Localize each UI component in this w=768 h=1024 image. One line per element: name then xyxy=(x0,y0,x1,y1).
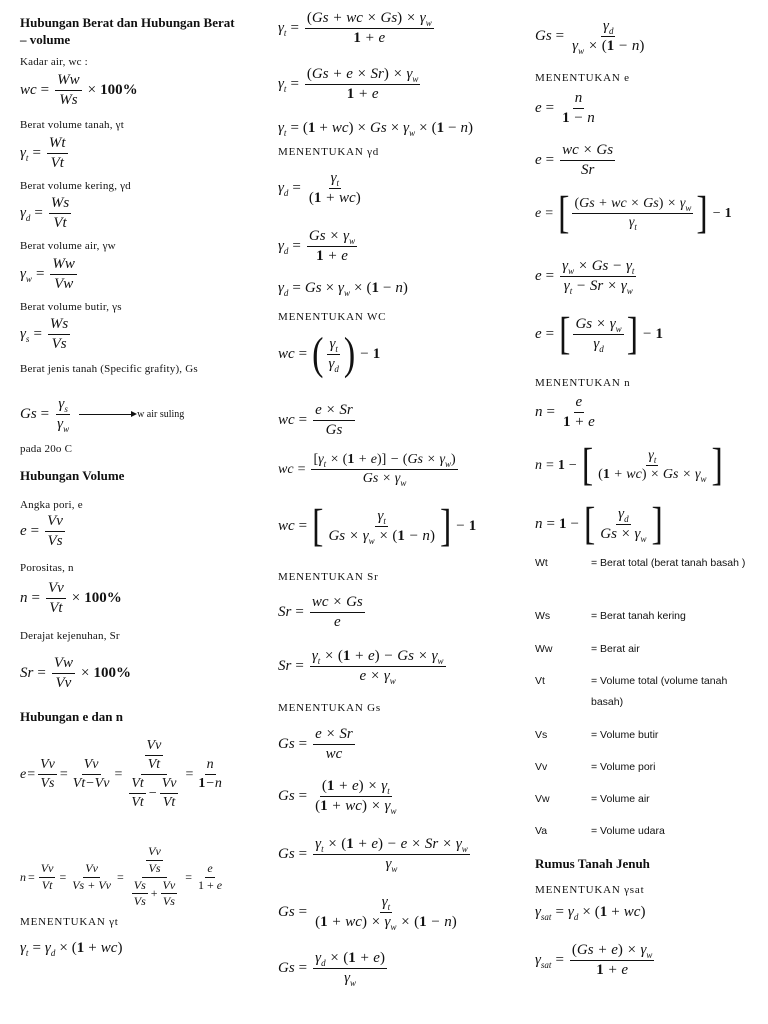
legend-value: = Berat air xyxy=(591,643,640,655)
formula-gs-5: Gs = $\frac{\gamma_d \times (1 + e)}{\gamma_w}$ xyxy=(278,950,385,989)
heading-hubungan-volume: Hubungan Volume xyxy=(20,468,125,483)
label-menentukan-n: MENENTUKAN n xyxy=(535,377,631,389)
symbol-legend xyxy=(535,553,765,843)
formula-gamma-s: $\gamma_s$ = $\frac{Ws}{Vs}$ xyxy=(20,316,69,353)
label-menentukan-gs: MENENTUKAN Gs xyxy=(278,702,381,714)
label-porositas: Porositas, n xyxy=(20,562,74,574)
formula-wc-4: wc = [ $\frac{\gamma_t}{Gs \times \gamma_w \times (1 - n)}$ ] − 1 xyxy=(278,501,477,552)
formula-gsat-2: $\gamma_{sat}$ = $\frac{(Gs + e) \times \gamma_w}{1 + e}$ xyxy=(535,942,653,979)
formula-n-3: n = 1 − [ $\frac{\gamma_d}{Gs \times \gamma_w}$ ] xyxy=(535,499,663,550)
legend-key: Vw xyxy=(535,793,550,805)
formula-gamma-d: $\gamma_d$ = $\frac{Ws}{Vt}$ xyxy=(20,195,70,232)
legend-value: = Volume total (volume tanah basah) xyxy=(591,675,728,708)
legend-value: = Volume pori xyxy=(591,761,656,773)
formula-gamma-w: $\gamma_w$ = $\frac{Ww}{Vw}$ xyxy=(20,256,75,293)
formula-gs-1: Gs = $\frac{e \times Sr}{wc}$ xyxy=(278,726,353,763)
formula-gs: Gs = $\frac{\gamma_s}{\gamma_w}$ w air suling xyxy=(20,396,185,435)
formula-wc-2: wc = $\frac{e \times Sr}{Gs}$ xyxy=(278,402,353,439)
formula-e: e = $\frac{Vv}{Vs}$ xyxy=(20,513,63,550)
legend-row xyxy=(535,553,765,597)
formula-gd-2: $\gamma_d$ = $\frac{Gs \times \gamma_w}{1 + e}$ xyxy=(278,228,356,265)
formula-n-1: n = $\frac{e}{1 + e}$ xyxy=(535,394,595,431)
formula-e-5: e = [ $\frac{Gs \times \gamma_w}{\gamma_d}$ ] − 1 xyxy=(535,309,663,360)
formula-gamma-t: $\gamma_t$ = $\frac{Wt}{Vt}$ xyxy=(20,135,66,172)
formula-gt-1: $\gamma_t$ = $\frac{(Gs + wc \times Gs) \times \gamma_w}{1 + e}$ xyxy=(278,10,432,47)
label-menentukan-wc: MENENTUKAN WC xyxy=(278,311,387,323)
formula-e-2: e = $\frac{wc \times Gs}{Sr}$ xyxy=(535,142,614,179)
arrow-icon xyxy=(79,414,135,415)
legend-key: Ws xyxy=(535,610,551,622)
label-menentukan-gamma-t: MENENTUKAN γt xyxy=(20,916,119,928)
formula-wc-1: wc = ( $\frac{\gamma_t}{\gamma_d}$ ) − 1 xyxy=(278,329,381,380)
label-kadar-air: Kadar air, wc : xyxy=(20,56,88,68)
heading-hubungan-e-n: Hubungan e dan n xyxy=(20,709,123,724)
formula-wc: wc = $\frac{Ww}{Ws}$ × 100% xyxy=(20,72,138,109)
label-angka-pori: Angka pori, e xyxy=(20,499,83,511)
formula-gs-3: Gs = $\frac{\gamma_t \times (1 + e) - e \times Sr \times \gamma_w}{\gamma_w}$ xyxy=(278,836,468,875)
label-derajat-kejenuhan: Derajat kejenuhan, Sr xyxy=(20,630,120,642)
formula-gs-2: Gs = $\frac{(1 + e) \times \gamma_t}{(1 + wc) \times \gamma_w}$ xyxy=(278,778,397,817)
label-menentukan-sr: MENENTUKAN Sr xyxy=(278,571,379,583)
label-berat-volume-tanah: Berat volume tanah, γt xyxy=(20,119,124,131)
formula-gamma-t-from-gd: $\gamma_t$ = $\gamma_d$ × ( 1 + wc ) xyxy=(20,940,123,958)
legend-value: = Berat tanah kering xyxy=(591,610,686,622)
label-menentukan-gamma-d: MENENTUKAN γd xyxy=(278,146,380,158)
formula-gs-6: Gs = $\frac{\gamma_d}{\gamma_w \times (1 - n)}$ xyxy=(535,18,645,57)
formula-n-2: n = 1 − [ $\frac{\gamma_t}{(1 + wc) \times Gs \times \gamma_w}$ ] xyxy=(535,439,723,490)
formula-e-1: e = $\frac{n}{1 - n}$ xyxy=(535,90,595,127)
legend-key: Vs xyxy=(535,729,548,741)
formula-e-4: e = $\frac{\gamma_w \times Gs - \gamma_t}{\gamma_t - Sr \times \gamma_w}$ xyxy=(535,258,635,297)
formula-sr-2: Sr = $\frac{\gamma_t \times (1 + e) - Gs \times \gamma_w}{e \times \gamma_w}$ xyxy=(278,648,444,687)
legend-value: = Volume air xyxy=(591,793,650,805)
formula-sr: Sr = $\frac{Vw}{Vv}$ × 100% xyxy=(20,655,131,692)
formula-n-relation: n = $\frac{Vv}{Vt}$ = $\frac{Vv}{Vs + Vv}$ = $\frac{Vv}{Vs}$ $\frac{Vs}{Vs}$ + $\frac{Vv}{Vs}$ = $\frac{e}{1 + e}$ xyxy=(20,844,223,909)
legend-key: Vv xyxy=(535,761,548,773)
formula-wc-3: wc = $\frac{[\gamma_t \times (1 + e)] - (Gs \times \gamma_w)}{Gs \times \gamma_w}$ xyxy=(278,452,456,489)
legend-key: Ww xyxy=(535,643,553,655)
heading-hubungan-berat: Hubungan Berat dan Hubungan Berat – volume xyxy=(20,15,235,47)
formula-sr-1: Sr = $\frac{wc \times Gs}{e}$ xyxy=(278,594,363,631)
heading-rumus-tanah-jenuh: Rumus Tanah Jenuh xyxy=(535,856,650,871)
legend-key: Va xyxy=(535,825,548,837)
label-pada-20c: pada 20o C xyxy=(20,443,73,455)
legend-key: Wt xyxy=(535,557,548,569)
label-w-air-suling: w air suling xyxy=(137,409,185,421)
label-menentukan-gamma-sat: MENENTUKAN γsat xyxy=(535,884,645,896)
legend-key: Vt xyxy=(535,675,545,687)
label-berat-volume-butir: Berat volume butir, γs xyxy=(20,301,122,313)
formula-e-3: e = [ $\frac{(Gs + wc \times Gs) \times \gamma_w}{\gamma_t}$ ] − 1 xyxy=(535,187,732,238)
label-berat-volume-air: Berat volume air, γw xyxy=(20,240,116,252)
label-berat-jenis: Berat jenis tanah (Specific grafity), Gs xyxy=(20,363,198,375)
formula-gd-3: $\gamma_d$ = Gs × γ w × ( 1 − n ) xyxy=(278,280,408,298)
legend-value: = Volume udara xyxy=(591,825,665,837)
formula-n: n = $\frac{Vv}{Vt}$ × 100% xyxy=(20,580,122,617)
formula-gt-2: $\gamma_t$ = $\frac{(Gs + e \times Sr) \times \gamma_w}{1 + e}$ xyxy=(278,66,419,103)
label-menentukan-e: MENENTUKAN e xyxy=(535,72,630,84)
formula-gsat-1: $\gamma_{sat}$ = $\gamma_d$ × ( 1 + wc ) xyxy=(535,904,646,922)
label-berat-volume-kering: Berat volume kering, γd xyxy=(20,180,131,192)
formula-e-relation: e = $\frac{Vv}{Vs}$ = $\frac{Vv}{Vt-Vv}$ = $\frac{Vv}{Vt}$ $\frac{Vt}{Vt}$ − $\frac{Vv}{Vt}$ = $\frac{n}{1-n}$ xyxy=(20,738,222,811)
formula-gt-3: $\gamma_t$ = ( 1 + wc ) × Gs × γ w × ( 1 − n ) xyxy=(278,120,474,138)
formula-gd-1: $\gamma_d$ = $\frac{\gamma_t}{(1 + wc)}$ xyxy=(278,170,361,207)
legend-value: = Volume butir xyxy=(591,729,659,741)
legend-value: = Berat total (berat tanah basah ) xyxy=(591,557,746,569)
formula-gs-4: Gs = $\frac{\gamma_t}{(1 + wc) \times \gamma_w \times (1 - n)}$ xyxy=(278,894,457,933)
